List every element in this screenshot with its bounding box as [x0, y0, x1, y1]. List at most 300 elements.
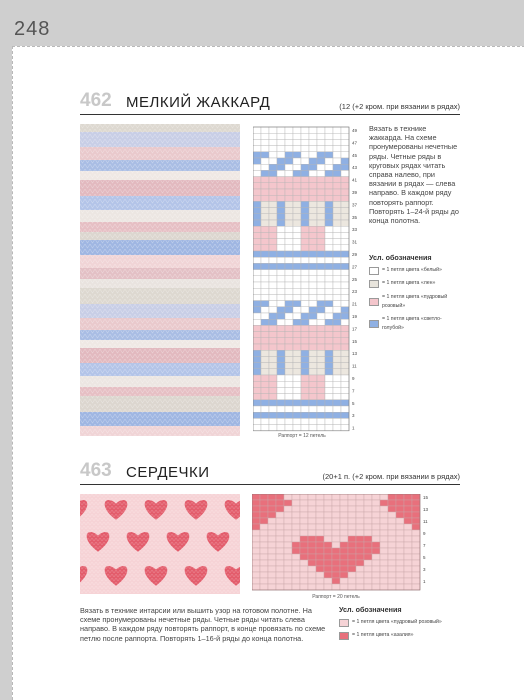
- chart-cell: [341, 251, 349, 257]
- chart-cell: [285, 325, 293, 331]
- chart-cell: [284, 542, 292, 548]
- chart-cell: [348, 566, 356, 572]
- chart-cell: [317, 356, 325, 362]
- chart-cell: [340, 524, 348, 530]
- chart-cell: [268, 494, 276, 500]
- chart-cell: [276, 584, 284, 590]
- chart-cell: [277, 208, 285, 214]
- chart-cell: [364, 518, 372, 524]
- chart-cell: [301, 232, 309, 238]
- chart-cell: [309, 350, 317, 356]
- chart-cell: [285, 177, 293, 183]
- legend-item: = 1 петля цвета «пудровый розовый»: [339, 618, 464, 627]
- chart-cell: [269, 139, 277, 145]
- chart-cell: [252, 578, 260, 584]
- row-number: 5: [423, 554, 426, 560]
- chart-cell: [285, 257, 293, 263]
- chart-cell: [341, 381, 349, 387]
- chart-cell: [285, 208, 293, 214]
- chart-cell: [388, 566, 396, 572]
- chart-cell: [293, 139, 301, 145]
- chart-cell: [332, 494, 340, 500]
- chart-cell: [380, 578, 388, 584]
- chart-cell: [292, 536, 300, 542]
- chart-cell: [333, 245, 341, 251]
- chart-cell: [277, 406, 285, 412]
- chart-cell: [333, 375, 341, 381]
- chart-cell: [309, 133, 317, 139]
- chart-cell: [292, 572, 300, 578]
- chart-cell: [253, 301, 261, 307]
- chart-cell: [284, 584, 292, 590]
- chart-cell: [253, 189, 261, 195]
- chart-cell: [356, 518, 364, 524]
- chart-cell: [293, 158, 301, 164]
- chart-cell: [341, 344, 349, 350]
- chart-cell: [261, 344, 269, 350]
- chart-cell: [412, 518, 420, 524]
- knit-band: [80, 268, 240, 279]
- chart-cell: [340, 530, 348, 536]
- chart-cell: [276, 560, 284, 566]
- chart-cell: [269, 288, 277, 294]
- chart-cell: [309, 263, 317, 269]
- chart-cell: [404, 578, 412, 584]
- chart-cell: [380, 554, 388, 560]
- chart-cell: [260, 500, 268, 506]
- chart-cell: [412, 572, 420, 578]
- chart-cell: [277, 394, 285, 400]
- chart-cell: [332, 554, 340, 560]
- chart-cell: [309, 270, 317, 276]
- chart-cell: [285, 276, 293, 282]
- chart-cell: [285, 232, 293, 238]
- chart-cell: [293, 381, 301, 387]
- chart-cell: [333, 294, 341, 300]
- chart-cell: [364, 500, 372, 506]
- chart-cell: [316, 548, 324, 554]
- chart-cell: [333, 239, 341, 245]
- chart-cell: [253, 338, 261, 344]
- chart-cell: [308, 584, 316, 590]
- chart-cell: [325, 158, 333, 164]
- chart-cell: [396, 548, 404, 554]
- chart-cell: [317, 294, 325, 300]
- chart-cell: [261, 239, 269, 245]
- chart-cell: [372, 524, 380, 530]
- chart-cell: [277, 344, 285, 350]
- chart-cell: [301, 133, 309, 139]
- chart-cell: [293, 239, 301, 245]
- chart-cell: [332, 530, 340, 536]
- chart-cell: [252, 536, 260, 542]
- chart-cell: [309, 406, 317, 412]
- chart-cell: [404, 518, 412, 524]
- chart-cell: [348, 524, 356, 530]
- chart-cell: [293, 338, 301, 344]
- chart-cell: [380, 524, 388, 530]
- chart-cell: [364, 548, 372, 554]
- chart-cell: [269, 177, 277, 183]
- chart-cell: [308, 500, 316, 506]
- chart-cell: [292, 500, 300, 506]
- chart-cell: [325, 288, 333, 294]
- chart-cell: [252, 542, 260, 548]
- chart-cell: [301, 313, 309, 319]
- chart-cell: [317, 400, 325, 406]
- chart-cell: [388, 542, 396, 548]
- chart-cell: [293, 356, 301, 362]
- chart-cell: [332, 584, 340, 590]
- chart-cell: [341, 245, 349, 251]
- chart-cell: [300, 518, 308, 524]
- chart-cell: [341, 313, 349, 319]
- chart-cell: [396, 554, 404, 560]
- chart-cell: [253, 276, 261, 282]
- chart-cell: [285, 350, 293, 356]
- chart-cell: [261, 307, 269, 313]
- chart-cell: [293, 332, 301, 338]
- chart-cell: [301, 375, 309, 381]
- chart-cell: [317, 325, 325, 331]
- chart-cell: [269, 183, 277, 189]
- chart-cell: [269, 307, 277, 313]
- chart-cell: [285, 332, 293, 338]
- chart-cell: [269, 282, 277, 288]
- chart-cell: [293, 152, 301, 158]
- chart-cell: [333, 307, 341, 313]
- chart-cell: [388, 548, 396, 554]
- chart-cell: [276, 542, 284, 548]
- chart-cell: [325, 400, 333, 406]
- chart-cell: [277, 214, 285, 220]
- chart-cell: [340, 572, 348, 578]
- chart-cell: [316, 566, 324, 572]
- chart-cell: [268, 584, 276, 590]
- chart-cell: [317, 394, 325, 400]
- chart-cell: [325, 164, 333, 170]
- pattern-title: СЕРДЕЧКИ: [126, 464, 210, 481]
- chart-cell: [253, 313, 261, 319]
- chart-cell: [293, 226, 301, 232]
- chart-cell: [252, 572, 260, 578]
- chart-cell: [293, 189, 301, 195]
- chart-cell: [293, 133, 301, 139]
- chart-cell: [341, 127, 349, 133]
- chart-cell: [372, 548, 380, 554]
- chart-cell: [301, 394, 309, 400]
- chart-cell: [333, 263, 341, 269]
- chart-cell: [261, 164, 269, 170]
- knit-photo-jacquard: [80, 124, 240, 436]
- chart-cell: [341, 257, 349, 263]
- chart-cell: [412, 548, 420, 554]
- chart-cell: [364, 536, 372, 542]
- chart-cell: [293, 201, 301, 207]
- chart-cell: [293, 214, 301, 220]
- chart-cell: [325, 146, 333, 152]
- chart-cell: [364, 542, 372, 548]
- chart-cell: [301, 356, 309, 362]
- chart-cell: [324, 584, 332, 590]
- chart-cell: [317, 418, 325, 424]
- chart-cell: [277, 146, 285, 152]
- legend: [339, 605, 464, 641]
- chart-cell: [269, 369, 277, 375]
- chart-cell: [277, 201, 285, 207]
- chart-cell: [341, 220, 349, 226]
- chart-cell: [316, 542, 324, 548]
- pattern-repeat: (12 (+2 кром. при вязании в рядах): [339, 102, 460, 111]
- chart-cell: [412, 524, 420, 530]
- chart-cell: [309, 220, 317, 226]
- chart-cell: [252, 518, 260, 524]
- chart-cell: [301, 425, 309, 431]
- chart-cell: [260, 566, 268, 572]
- chart-cell: [277, 319, 285, 325]
- chart-cell: [372, 518, 380, 524]
- chart-cell: [404, 500, 412, 506]
- chart-cell: [293, 208, 301, 214]
- chart-cell: [252, 584, 260, 590]
- chart-cell: [317, 139, 325, 145]
- chart-cell: [301, 381, 309, 387]
- chart-cell: [253, 164, 261, 170]
- chart-cell: [356, 554, 364, 560]
- chart-cell: [372, 500, 380, 506]
- chart-cell: [301, 152, 309, 158]
- chart-cell: [341, 425, 349, 431]
- chart-cell: [300, 530, 308, 536]
- chart-cell: [317, 232, 325, 238]
- chart-cell: [261, 139, 269, 145]
- chart-cell: [317, 183, 325, 189]
- chart-cell: [341, 406, 349, 412]
- chart-cell: [269, 412, 277, 418]
- chart-cell: [309, 400, 317, 406]
- chart-cell: [333, 208, 341, 214]
- chart-cell: [301, 263, 309, 269]
- chart-cell: [309, 369, 317, 375]
- chart-cell: [253, 251, 261, 257]
- chart-cell: [388, 512, 396, 518]
- chart-cell: [333, 164, 341, 170]
- chart-cell: [277, 301, 285, 307]
- chart-cell: [261, 381, 269, 387]
- chart-cell: [396, 542, 404, 548]
- chart-cell: [333, 356, 341, 362]
- chart-cell: [285, 282, 293, 288]
- chart-cell: [277, 381, 285, 387]
- chart-cell: [341, 363, 349, 369]
- chart-cell: [341, 158, 349, 164]
- chart-cell: [316, 518, 324, 524]
- chart-cell: [301, 177, 309, 183]
- chart-cell: [301, 387, 309, 393]
- chart-cell: [316, 578, 324, 584]
- chart-cell: [333, 146, 341, 152]
- pattern-repeat: (20+1 п. (+2 кром. при вязании в рядах): [322, 472, 460, 481]
- chart-cell: [260, 554, 268, 560]
- chart-cell: [325, 356, 333, 362]
- chart-cell: [268, 506, 276, 512]
- chart-cell: [269, 319, 277, 325]
- chart-cell: [277, 282, 285, 288]
- chart-cell: [348, 512, 356, 518]
- chart-cell: [301, 139, 309, 145]
- chart-cell: [412, 584, 420, 590]
- chart-cell: [325, 270, 333, 276]
- chart-cell: [333, 201, 341, 207]
- chart-cell: [293, 394, 301, 400]
- chart-cell: [261, 208, 269, 214]
- chart-cell: [285, 245, 293, 251]
- chart-cell: [277, 375, 285, 381]
- chart-cell: [277, 307, 285, 313]
- chart-cell: [404, 542, 412, 548]
- chart-cell: [285, 170, 293, 176]
- chart-cell: [341, 412, 349, 418]
- chart-cell: [356, 512, 364, 518]
- pattern-number: 462: [80, 90, 112, 111]
- chart-cell: [253, 245, 261, 251]
- chart-cell: [325, 195, 333, 201]
- chart-cell: [332, 548, 340, 554]
- chart-cell: [317, 226, 325, 232]
- chart-cell: [261, 288, 269, 294]
- chart-cell: [324, 494, 332, 500]
- chart-cell: [404, 572, 412, 578]
- chart-cell: [325, 338, 333, 344]
- chart-cell: [276, 512, 284, 518]
- chart-cell: [341, 214, 349, 220]
- chart-cell: [285, 127, 293, 133]
- chart-cell: [309, 170, 317, 176]
- chart-cell: [293, 127, 301, 133]
- chart-cell: [277, 332, 285, 338]
- chart-cell: [356, 530, 364, 536]
- chart-cell: [309, 412, 317, 418]
- chart-cell: [308, 566, 316, 572]
- row-number: 25: [352, 276, 358, 282]
- chart-cell: [356, 560, 364, 566]
- chart-cell: [341, 282, 349, 288]
- row-number: 35: [352, 214, 358, 220]
- chart-cell: [316, 536, 324, 542]
- chart-cell: [309, 418, 317, 424]
- chart-cell: [269, 381, 277, 387]
- chart-cell: [308, 560, 316, 566]
- chart-cell: [260, 560, 268, 566]
- chart-cell: [261, 301, 269, 307]
- chart-cell: [269, 208, 277, 214]
- chart-cell: [316, 494, 324, 500]
- chart-cell: [261, 356, 269, 362]
- chart-cell: [325, 325, 333, 331]
- chart-cell: [341, 164, 349, 170]
- chart-cell: [301, 406, 309, 412]
- chart-cell: [300, 566, 308, 572]
- chart-cell: [284, 524, 292, 530]
- chart-cell: [292, 518, 300, 524]
- row-number: 49: [352, 127, 358, 133]
- chart-cell: [292, 524, 300, 530]
- chart-cell: [276, 572, 284, 578]
- chart-cell: [316, 500, 324, 506]
- chart-cell: [253, 418, 261, 424]
- chart-cell: [308, 512, 316, 518]
- chart-cell: [325, 412, 333, 418]
- chart-cell: [253, 208, 261, 214]
- chart-cell: [317, 239, 325, 245]
- chart-cell: [261, 133, 269, 139]
- chart-cell: [340, 506, 348, 512]
- chart-cell: [253, 400, 261, 406]
- row-number: 13: [423, 506, 429, 512]
- chart-cell: [277, 350, 285, 356]
- chart-cell: [396, 572, 404, 578]
- chart-cell: [309, 158, 317, 164]
- knit-band: [80, 330, 240, 340]
- chart-cell: [301, 301, 309, 307]
- chart-cell: [285, 214, 293, 220]
- chart-cell: [293, 350, 301, 356]
- chart-cell: [293, 387, 301, 393]
- chart-cell: [261, 394, 269, 400]
- legend-item: = 1 петля цвета «светло-голубой»: [369, 315, 463, 333]
- legend-item: = 1 петля цвета «лен»: [369, 279, 463, 288]
- chart-cell: [308, 536, 316, 542]
- chart-cell: [253, 263, 261, 269]
- chart-cell: [269, 375, 277, 381]
- chart-cell: [293, 412, 301, 418]
- chart-cell: [284, 518, 292, 524]
- chart-cell: [301, 332, 309, 338]
- chart-cell: [253, 195, 261, 201]
- chart-cell: [380, 536, 388, 542]
- chart-cell: [285, 139, 293, 145]
- legend-title: Усл. обозначения: [369, 253, 432, 262]
- chart-cell: [253, 381, 261, 387]
- chart-cell: [293, 282, 301, 288]
- chart-cell: [285, 418, 293, 424]
- chart-cell: [348, 578, 356, 584]
- chart-cell: [364, 566, 372, 572]
- chart-cell: [325, 251, 333, 257]
- chart-cell: [341, 177, 349, 183]
- chart-cell: [261, 189, 269, 195]
- chart-cell: [261, 350, 269, 356]
- chart-cell: [372, 494, 380, 500]
- chart-cell: [348, 500, 356, 506]
- chart-cell: [284, 548, 292, 554]
- chart-cell: [261, 425, 269, 431]
- chart-cell: [261, 245, 269, 251]
- chart-cell: [404, 584, 412, 590]
- chart-cell: [325, 201, 333, 207]
- chart-cell: [325, 369, 333, 375]
- chart-cell: [261, 214, 269, 220]
- chart-cell: [341, 152, 349, 158]
- row-number: 13: [352, 351, 358, 357]
- chart-cell: [253, 270, 261, 276]
- chart-cell: [308, 578, 316, 584]
- chart-cell: [364, 494, 372, 500]
- chart-cell: [284, 578, 292, 584]
- legend: [369, 253, 463, 333]
- chart-cell: [253, 294, 261, 300]
- chart-cell: [412, 578, 420, 584]
